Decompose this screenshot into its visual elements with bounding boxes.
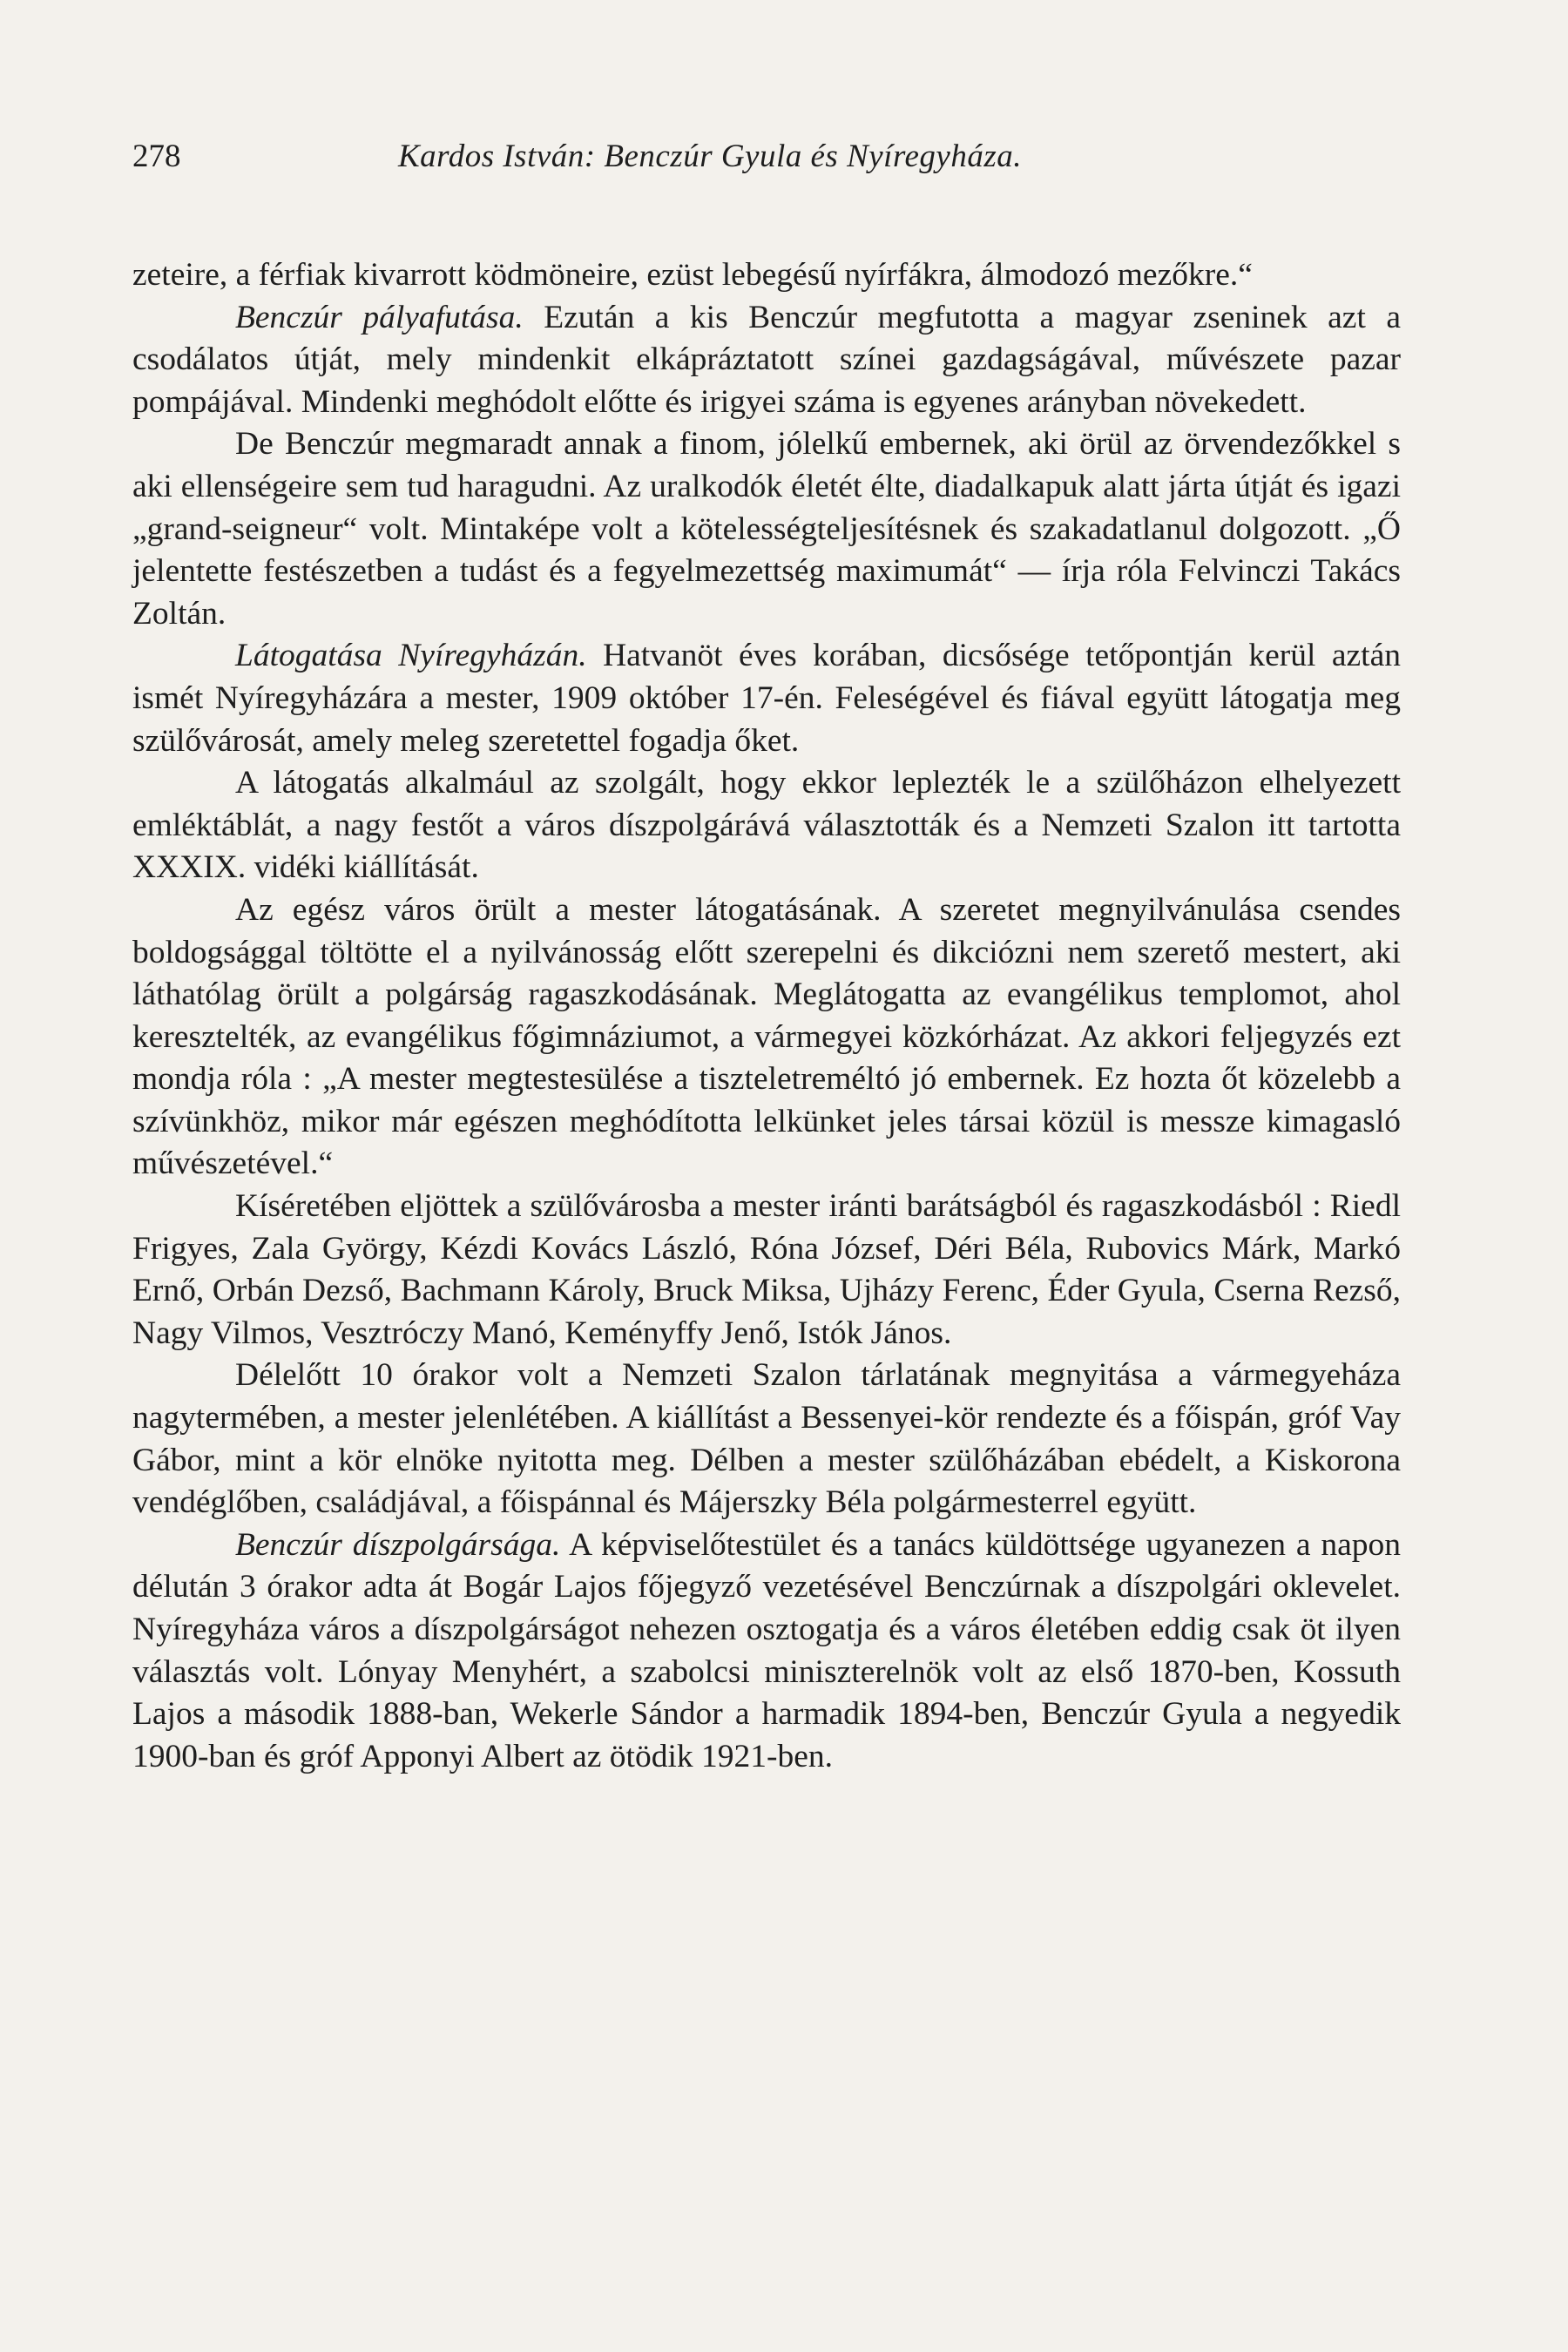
paragraph-city-joy bbox=[132, 889, 1401, 1186]
section-title-career: Benczúr pályafutása. bbox=[235, 299, 524, 335]
body-text bbox=[132, 254, 1401, 1778]
paragraph-text: Hatvanöt éves korában, dicsősége tetőpontján kerül aztán ismét Nyíregyházára a mester, 1909 október 17-én. Feleségével és fiával együtt látogatja meg szülővárosát, amely meleg szeretettel fogadja őket. bbox=[132, 638, 1401, 759]
paragraph-text: De Benczúr megmaradt annak a finom, jólelkű embernek, aki örül az örvendezőkkel s aki ellenségeire sem tud haragudni. Az uralkodók életét élte, diadalkapuk alatt járta útját és igazi „grand-seigneur“ volt. Mintaképe volt a kötelességteljesítésnek és szakadatlanul dolgozott. „Ő jelentette festészetben a tudást és a fegyelmezettség maximumát“ — írja róla Felvinczi Takács Zoltán. bbox=[132, 426, 1401, 632]
paragraph-text: A képviselőtestület és a tanács küldöttsége ugyanezen a napon délután 3 órakor adta át Bogár Lajos főjegyző vezetésével Benczúrnak a díszpolgári oklevelet. Nyíregyháza város a díszpolgárságot nehezen osztogatja és a város életében eddig csak öt ilyen választás volt. Lónyay Menyhért, a szabolcsi miniszterelnök volt az első 1870-ben, Kossuth Lajos a második 1888-ban, Wekerle Sándor a harmadik 1894-ben, Benczúr Gyula a negyedik 1900-ban és gróf Apponyi Albert az ötödik 1921-ben. bbox=[132, 1526, 1402, 1774]
paragraph-honorary-citizenship bbox=[132, 1524, 1401, 1779]
running-head-title: Kardos István: Benczúr Gyula és Nyíregyháza. bbox=[398, 139, 1022, 174]
paragraph-text: Ezután a kis Benczúr megfutotta a magyar zseninek azt a csodálatos útját, mely mindenkit elkápráztatott színei gazdagságával, művészete pazar pompájával. Mindenki meghódolt előtte és irigyei száma is egyenes arányban növekedett. bbox=[132, 299, 1401, 420]
paragraph-text: Az egész város örült a mester látogatásának. A szeretet megnyilvánulása csendes boldogsággal töltötte el a nyilvánosság előtt szerepelni és dikciózni nem szerető mestert, aki láthatólag örült a polgárság ragaszkodásának. Meglátogatta az evangélikus templomot, ahol keresztelték, az evangélikus főgimnáziumot, a vármegyei közkórházat. Az akkori feljegyzés ezt mondja róla : „A mester megtestesülése a tiszteletreméltó jó embernek. Ez hozta őt közelebb a szívünkhöz, mikor már egészen meghódította lelkünket jeles társai közül is messze kimagasló művészetével.“ bbox=[132, 891, 1401, 1182]
paragraph-visit bbox=[132, 635, 1401, 762]
paragraph-continuation bbox=[132, 254, 1401, 297]
paragraph-companions bbox=[132, 1186, 1401, 1355]
paragraph-text: Délelőtt 10 órakor volt a Nemzeti Szalon tárlatának megnyitása a vármegyeháza nagytermében, a mester jelenlétében. A kiállítást a Bessenyei-kör rendezte és a főispán, gróf Vay Gábor, mint a kör elnöke nyitotta meg. Délben a mester szülőházában ebédelt, a Kiskorona vendéglőben, családjával, a főispánnal és Májerszky Béla polgármesterrel együtt. bbox=[132, 1357, 1401, 1521]
paragraph-text: Kíséretében eljöttek a szülővárosba a mester iránti barátságból és ragaszkodásból : Riedl Frigyes, Zala György, Kézdi Kovács László, Róna József, Déri Béla, Rubovics Márk, Markó Ernő, Orbán Dezső, Bachmann Károly, Bruck Miksa, Ujházy Ferenc, Éder Gyula, Cserna Rezső, Nagy Vilmos, Vesztróczy Manó, Keményffy Jenő, Istók János. bbox=[132, 1188, 1401, 1351]
paragraph-text: A látogatás alkalmául az szolgált, hogy ekkor leplezték le a szülőházon elhelyezett emléktáblát, a nagy festőt a város díszpolgárává választották és a Nemzeti Szalon itt tartotta XXXIX. vidéki kiállítását. bbox=[132, 765, 1401, 886]
paragraph-character bbox=[132, 423, 1401, 635]
paragraph-text: zeteire, a férfiak kivarrott ködmöneire, ezüst lebegésű nyírfákra, álmodozó mezőkre.“ bbox=[132, 257, 1253, 293]
paragraph-benczur-career bbox=[132, 297, 1401, 424]
page-number: 278 bbox=[132, 139, 181, 174]
paragraph-exhibition bbox=[132, 1355, 1401, 1524]
running-head bbox=[132, 131, 1396, 183]
section-title-citizenship: Benczúr díszpolgársága. bbox=[235, 1526, 561, 1563]
section-title-visit: Látogatása Nyíregyházán. bbox=[235, 638, 587, 674]
paragraph-occasion bbox=[132, 762, 1401, 889]
